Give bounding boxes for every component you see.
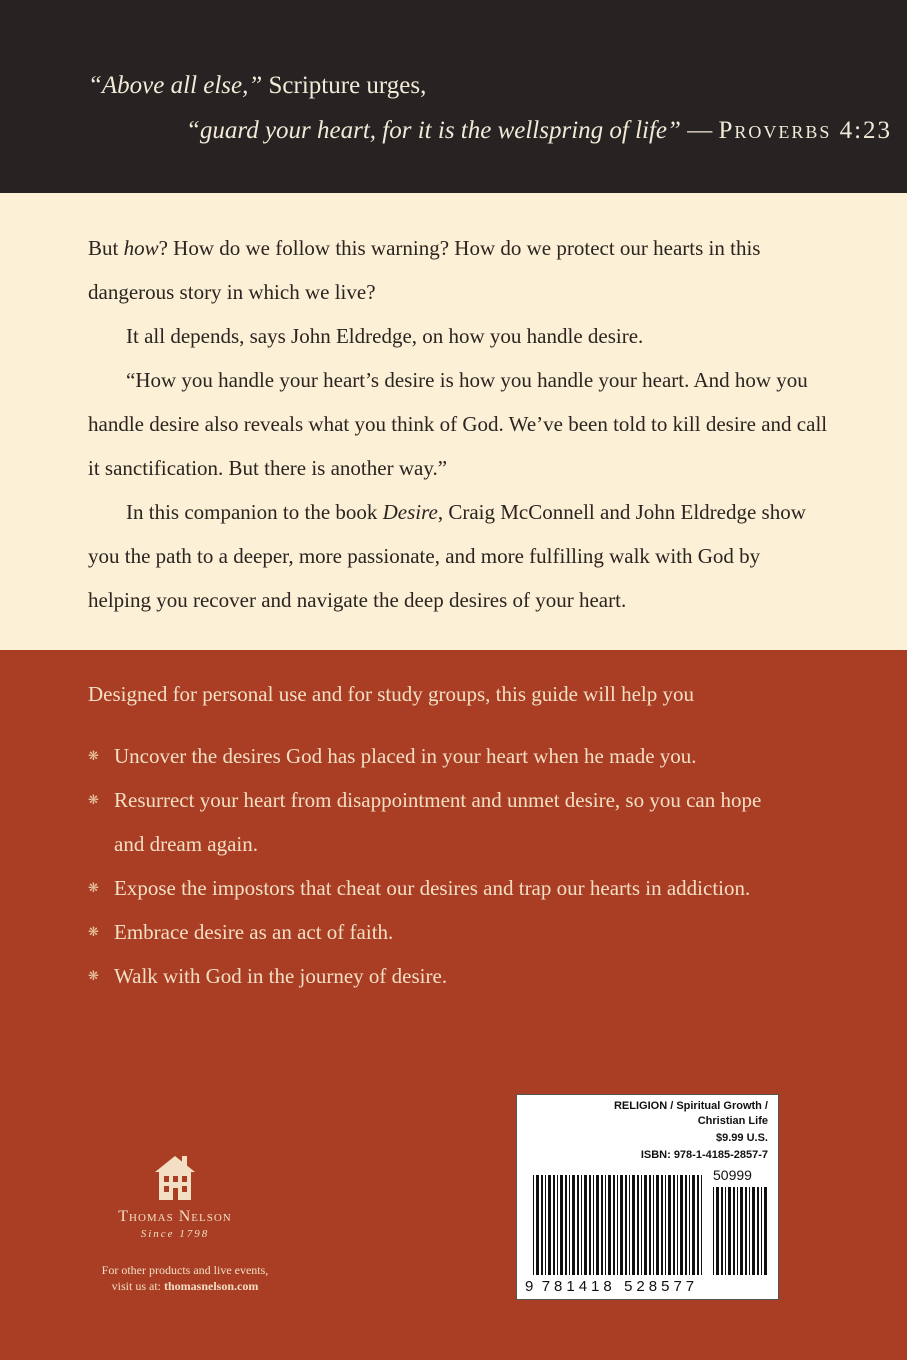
- barcode-bar: [697, 1175, 699, 1275]
- barcode-bar: [565, 1175, 567, 1275]
- barcode-bar: [596, 1175, 599, 1275]
- barcode-bar: [608, 1175, 611, 1275]
- barcode-bar: [584, 1175, 587, 1275]
- barcode-bar: [548, 1175, 551, 1275]
- barcode-bar: [761, 1187, 762, 1275]
- features-list-item: [88, 734, 788, 778]
- barcode-bar: [725, 1187, 726, 1275]
- barcode-bar: [721, 1187, 723, 1275]
- barcode-bar: [581, 1175, 582, 1275]
- barcode-bar: [553, 1175, 555, 1275]
- barcode-bar: [629, 1175, 630, 1275]
- barcode-bar: [637, 1175, 639, 1275]
- barcode-bar: [632, 1175, 635, 1275]
- barcode-bar: [560, 1175, 563, 1275]
- barcode-bar: [728, 1187, 731, 1275]
- features-list: [88, 734, 788, 998]
- barcode-label: [516, 1094, 779, 1300]
- barcode-bar: [740, 1187, 743, 1275]
- barcode-bars: [533, 1175, 705, 1279]
- barcode-addon-digits: 50999: [713, 1167, 752, 1183]
- quote-source: Proverbs 4:23: [718, 117, 893, 144]
- barcode-bar: [752, 1187, 755, 1275]
- description-text: ? How do we follow this warning? How do we protect our hearts in this dangerous story in which we live?: [88, 236, 761, 304]
- publisher-block: [100, 1152, 250, 1240]
- barcode-bar: [605, 1175, 606, 1275]
- description-emphasis: how: [123, 236, 159, 260]
- ornament-bullet-icon: ❋: [88, 792, 99, 807]
- features-list-text: Expose the impostors that cheat our desires and trap our hearts in addiction.: [114, 876, 751, 900]
- features-list-item: [88, 866, 788, 910]
- barcode-bar: [685, 1175, 687, 1275]
- barcode-bar: [701, 1175, 702, 1275]
- barcode-bar: [557, 1175, 558, 1275]
- features-list-text: Uncover the desires God has placed in your heart when he made you.: [114, 744, 697, 768]
- footer-note: [80, 1262, 290, 1294]
- barcode-bar: [749, 1187, 750, 1275]
- barcode-isbn: ISBN: 978-1-4185-2857-7: [640, 1149, 768, 1161]
- barcode-bar: [673, 1175, 675, 1275]
- barcode-bar: [641, 1175, 642, 1275]
- barcode-bar: [689, 1175, 690, 1275]
- description: [88, 226, 828, 622]
- barcode-addon-bars: [713, 1187, 771, 1277]
- barcode-digits-left: 781418: [541, 1278, 616, 1295]
- barcode-bar: [572, 1175, 575, 1275]
- barcode-category-1: RELIGION / Spiritual Growth /: [613, 1100, 768, 1112]
- ornament-bullet-icon: ❋: [88, 880, 99, 895]
- barcode-bar: [764, 1187, 767, 1275]
- description-text: But: [88, 236, 124, 260]
- barcode-bar: [677, 1175, 678, 1275]
- ornament-bullet-icon: ❋: [88, 968, 99, 983]
- barcode-bar: [653, 1175, 654, 1275]
- barcode-bar: [644, 1175, 647, 1275]
- quote-italic-1: “Above all else,”: [88, 72, 263, 99]
- description-paragraph-4: [88, 490, 828, 622]
- barcode-bar: [745, 1187, 747, 1275]
- features-list-item: [88, 910, 788, 954]
- publisher-name: Thomas Nelson: [118, 1208, 232, 1225]
- barcode-bar: [680, 1175, 683, 1275]
- features-intro: Designed for personal use and for study groups, this guide will help you: [88, 682, 694, 706]
- barcode-bar: [757, 1187, 759, 1275]
- ornament-bullet-icon: ❋: [88, 924, 99, 939]
- description-paragraph-2: It all depends, says John Eldredge, on how you handle desire.: [126, 324, 644, 348]
- barcode-bar: [713, 1187, 714, 1275]
- quote-plain-1: Scripture urges,: [262, 72, 427, 99]
- barcode-bar: [541, 1175, 543, 1275]
- barcode-bar: [613, 1175, 615, 1275]
- barcode-bar: [649, 1175, 651, 1275]
- description-text: In this companion to the book: [126, 500, 383, 524]
- barcode-bar: [536, 1175, 539, 1275]
- barcode-bar: [589, 1175, 591, 1275]
- barcode-bar: [620, 1175, 623, 1275]
- ornament-bullet-icon: ❋: [88, 748, 99, 763]
- barcode-bar: [625, 1175, 627, 1275]
- barcode-bar: [716, 1187, 719, 1275]
- quote-line-2: [186, 117, 892, 145]
- barcode-bar: [577, 1175, 579, 1275]
- features-list-text: Resurrect your heart from disappointment and unmet desire, so you can hope and dream again.: [114, 788, 762, 856]
- barcode-bar: [656, 1175, 659, 1275]
- quote-line-1: [88, 72, 426, 100]
- barcode-bar: [733, 1187, 735, 1275]
- barcode-bar: [665, 1175, 666, 1275]
- description-paragraph-1: [88, 226, 828, 314]
- barcode-digits-right: 528577: [624, 1278, 699, 1295]
- description-paragraph-3: “How you handle your heart’s desire is how you handle your heart. And how you handle desire also reveals what you think of God. We’ve been told to kill desire and call it sanctification. But there is another way.”: [88, 368, 828, 480]
- barcode-price: $9.99 U.S.: [716, 1132, 768, 1144]
- barcode-bar: [668, 1175, 671, 1275]
- barcode-bar: [593, 1175, 594, 1275]
- publisher-since: Since 1798: [140, 1228, 210, 1240]
- barcode-bar: [617, 1175, 618, 1275]
- barcode-category-2: Christian Life: [697, 1115, 768, 1127]
- barcode-bar: [737, 1187, 738, 1275]
- quote-italic-2: “guard your heart, for it is the wellspring of life”: [186, 117, 681, 144]
- features-list-item: [88, 954, 788, 998]
- barcode-bar: [545, 1175, 546, 1275]
- barcode-bar: [661, 1175, 663, 1275]
- book-title: Desire: [382, 500, 438, 524]
- footer-text: visit us at:: [111, 1279, 164, 1293]
- footer-line-2: [80, 1278, 290, 1294]
- features-list-text: Walk with God in the journey of desire.: [114, 964, 448, 988]
- barcode-digits: [525, 1278, 698, 1295]
- quote-dash: —: [680, 117, 713, 144]
- barcode-digit-first: 9: [525, 1278, 534, 1295]
- description-text: , Craig McConnell and John Eldredge show you the path to a deeper, more passionate, and more fulfilling walk with God by helping you recover and navigate the deep desires of your heart.: [88, 500, 806, 612]
- features-list-item: [88, 778, 788, 866]
- barcode-bar: [533, 1175, 534, 1275]
- publisher-website-link[interactable]: thomasnelson.com: [164, 1279, 259, 1293]
- barcode-bar: [692, 1175, 695, 1275]
- barcode-bar: [569, 1175, 570, 1275]
- house-logo-icon: [153, 1152, 197, 1202]
- features-list-text: Embrace desire as an act of faith.: [114, 920, 394, 944]
- footer-line-1: For other products and live events,: [101, 1263, 269, 1277]
- barcode-bar: [601, 1175, 603, 1275]
